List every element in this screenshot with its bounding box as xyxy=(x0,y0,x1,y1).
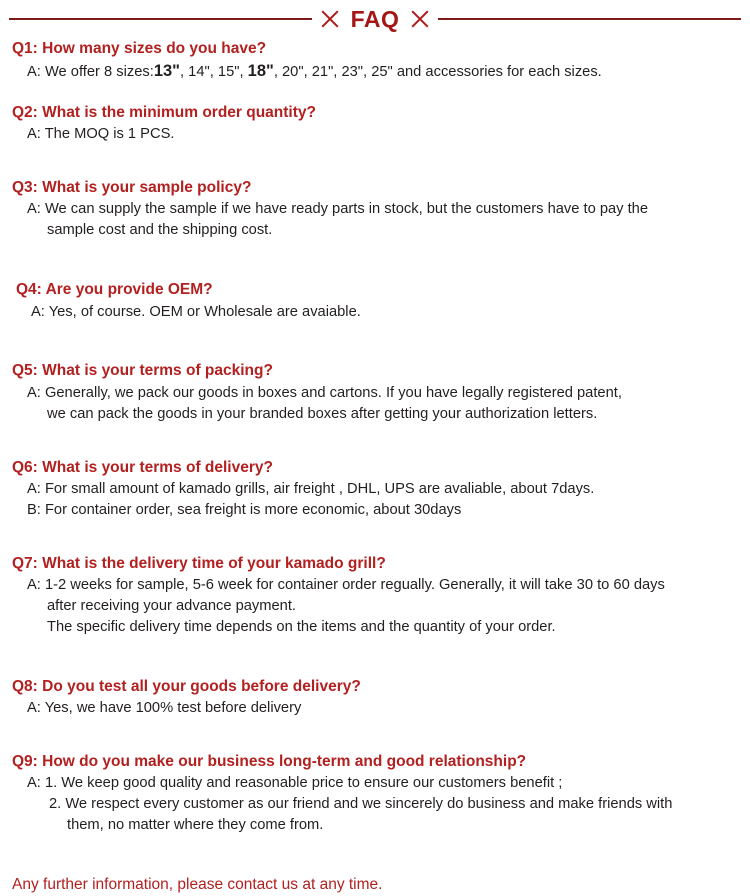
faq-answer-line: A: 1. We keep good quality and reasonable price to ensure our customers benefit ; xyxy=(27,775,563,792)
footer-contact-note: Any further information, please contact us at any time. xyxy=(12,875,383,893)
header-rule-left xyxy=(9,18,312,20)
size-sep-1: , xyxy=(209,64,218,81)
faq-question-q1: Q1: How many sizes do you have? xyxy=(12,40,267,57)
size-sep-0: , xyxy=(180,64,189,81)
faq-item-q1 xyxy=(12,38,741,84)
faq-answer-continuation: sample cost and the shipping cost. xyxy=(47,222,273,239)
x-mark-icon-right xyxy=(408,7,432,31)
faq-header xyxy=(0,0,750,38)
faq-item-q8 xyxy=(12,676,741,719)
faq-question-q5: Q5: What is your terms of packing? xyxy=(12,362,273,380)
faq-item-q4 xyxy=(12,279,741,322)
faq-item-q2 xyxy=(12,102,741,145)
faq-answer-line: A: For small amount of kamado grills, air freight , DHL, UPS are avaliable, about 7days. xyxy=(27,480,595,497)
faq-answer-continuation: after receiving your advance payment. xyxy=(47,597,297,614)
faq-answer-list-continuation: them, no matter where they come from. xyxy=(67,817,324,834)
size-sep-2: , xyxy=(239,64,248,81)
answer-prefix: A: We offer 8 sizes: xyxy=(27,64,154,81)
size-value-7: 25" xyxy=(371,64,393,81)
size-value-4: 20" xyxy=(282,64,304,81)
size-value-0: 13" xyxy=(153,62,180,81)
header-rule-right xyxy=(438,18,741,20)
faq-answer-q9 xyxy=(12,773,741,836)
faq-answer-q7 xyxy=(12,575,741,638)
faq-list xyxy=(0,38,750,896)
faq-answer-q6 xyxy=(12,479,741,521)
faq-answer-continuation: we can pack the goods in your branded boxes after getting your authorization letters. xyxy=(47,405,598,422)
faq-question-q6: Q6: What is your terms of delivery? xyxy=(12,458,273,476)
faq-answer-q4 xyxy=(16,302,741,323)
faq-answer-line: A: Yes, of course. OEM or Wholesale are avaiable. xyxy=(31,303,361,320)
x-mark-icon-left xyxy=(318,7,342,31)
faq-answer-line: B: For container order, sea freight is more economic, about 30days xyxy=(27,501,462,518)
faq-answer-q3 xyxy=(12,199,741,241)
faq-answer-list-item: 2. We respect every customer as our friend and we sincerely do business and make friends with xyxy=(49,796,673,813)
faq-item-q6 xyxy=(12,457,741,521)
size-value-2: 15" xyxy=(217,64,240,81)
faq-answer-continuation: The specific delivery time depends on the items and the quantity of your order. xyxy=(47,618,556,635)
faq-answer-line: A: The MOQ is 1 PCS. xyxy=(27,126,175,143)
faq-answer-line: A: We can supply the sample if we have ready parts in stock, but the customers have to pay the xyxy=(27,201,649,218)
faq-question-q3: Q3: What is your sample policy? xyxy=(12,179,252,197)
answer-suffix: and accessories for each sizes. xyxy=(392,64,602,81)
faq-question-q2: Q2: What is the minimum order quantity? xyxy=(12,103,316,121)
size-value-6: 23" xyxy=(341,64,364,81)
page-title: FAQ xyxy=(350,5,400,32)
faq-answer-q5 xyxy=(12,383,741,425)
faq-item-q3 xyxy=(12,177,741,241)
faq-answer-line: A: Generally, we pack our goods in boxes and cartons. If you have legally registered patent, xyxy=(27,384,622,401)
faq-item-q9 xyxy=(12,751,741,836)
faq-answer-line: A: Yes, we have 100% test before delivery xyxy=(27,700,302,717)
faq-answer-q8 xyxy=(12,698,741,719)
faq-question-q9: Q9: How do you make our business long-term and good relationship? xyxy=(12,752,527,770)
faq-answer-line: A: 1-2 weeks for sample, 5-6 week for container order regually. Generally, it will take 30 to 60 days xyxy=(27,577,665,594)
size-sep-5: , xyxy=(333,64,342,81)
size-value-5: 21" xyxy=(311,64,334,81)
faq-item-q7 xyxy=(12,553,741,638)
faq-answer-q1 xyxy=(12,60,741,83)
faq-question-q4: Q4: Are you provide OEM? xyxy=(16,281,213,299)
faq-answer-line xyxy=(27,60,741,83)
size-sep-6: , xyxy=(363,64,372,81)
faq-question-q8: Q8: Do you test all your goods before delivery? xyxy=(12,677,361,695)
size-value-3: 18" xyxy=(247,62,274,81)
faq-answer-q2 xyxy=(12,124,741,145)
faq-item-q5 xyxy=(12,360,741,424)
faq-question-q7: Q7: What is the delivery time of your kamado grill? xyxy=(12,554,386,572)
size-value-1: 14" xyxy=(188,64,210,81)
size-sep-4: , xyxy=(303,64,312,81)
size-sep-3: , xyxy=(273,64,282,81)
